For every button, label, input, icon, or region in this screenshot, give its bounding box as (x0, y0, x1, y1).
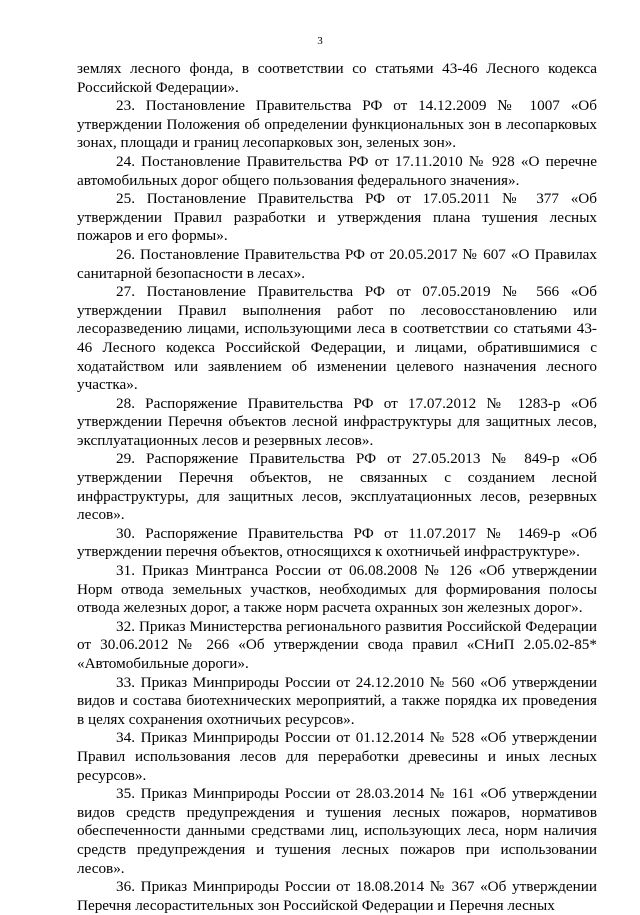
document-body (77, 60, 597, 915)
list-item-30: 30. Распоряжение Правительства РФ от 11.07.2017 № 1469-р «Об утверждении перечня объектов, относящихся к охотничьей инфраструктуре». (77, 524, 597, 561)
list-item-24: 24. Постановление Правительства РФ от 17.11.2010 № 928 «О перечне автомобильных дорог общего пользования федерального значения». (77, 152, 597, 189)
list-item-33: 33. Приказ Минприроды России от 24.12.2010 № 560 «Об утверждении видов и состава биотехнических мероприятий, а также порядка их проведения в целях сохранения охотничьих ресурсов». (77, 673, 597, 728)
list-item-27: 27. Постановление Правительства РФ от 07.05.2019 № 566 «Об утверждении Правил выполнения работ по лесовосстановлению или лесоразведению лицами, использующими леса в соответствии со статьями 43-46 Лесного кодекса Российской Федерации, и лицами, обратившимися с ходатайством или заявлением об изменении целевого назначения лесного участка». (77, 283, 597, 394)
page-number: 3 (317, 35, 323, 47)
list-item-29: 29. Распоряжение Правительства РФ от 27.05.2013 № 849-р «Об утверждении Перечня объектов, не связанных с созданием лесной инфраструктуры, для защитных лесов, эксплуатационных лесов, резервных лесов». (77, 450, 597, 524)
list-item-32: 32. Приказ Министерства регионального развития Российской Федерации от 30.06.2012 № 266 «Об утверждении свода правил «СНиП 2.05.02-85* «Автомобильные дороги». (77, 617, 597, 672)
list-item-31: 31. Приказ Минтранса России от 06.08.2008 № 126 «Об утверждении Норм отвода земельных участков, необходимых для формирования полосы отвода железных дорог, а также норм расчета охранных зон железных дорог». (77, 562, 597, 617)
list-item-34: 34. Приказ Минприроды России от 01.12.2014 № 528 «Об утверждении Правил использования лесов для переработки древесины и иных лесных ресурсов». (77, 729, 597, 784)
list-item-36: 36. Приказ Минприроды России от 18.08.2014 № 367 «Об утверждении Перечня лесорастительных зон Российской Федерации и Перечня лесных (77, 878, 597, 914)
list-item-26: 26. Постановление Правительства РФ от 20.05.2017 № 607 «О Правилах санитарной безопасности в лесах». (77, 245, 597, 282)
list-item-23: 23. Постановление Правительства РФ от 14.12.2009 № 1007 «Об утверждении Положения об определении функциональных зон в лесопарковых зонах, площади и границ лесопарковых зон, зеленых зон». (77, 97, 597, 152)
list-item-28: 28. Распоряжение Правительства РФ от 17.07.2012 № 1283-р «Об утверждении Перечня объектов лесной инфраструктуры для защитных лесов, эксплуатационных лесов и резервных лесов». (77, 394, 597, 449)
list-item-35: 35. Приказ Минприроды России от 28.03.2014 № 161 «Об утверждении видов средств предупреждения и тушения лесных пожаров, нормативов обеспеченности данными средствами лиц, использующих леса, норм наличия средств предупреждения и тушения лесных пожаров при использовании лесов». (77, 785, 597, 877)
paragraph-continuation: землях лесного фонда, в соответствии со статьями 43-46 Лесного кодекса Российской Федерации». (77, 60, 597, 96)
list-item-25: 25. Постановление Правительства РФ от 17.05.2011 № 377 «Об утверждении Правил разработки и утверждения плана тушения лесных пожаров и его формы». (77, 190, 597, 245)
